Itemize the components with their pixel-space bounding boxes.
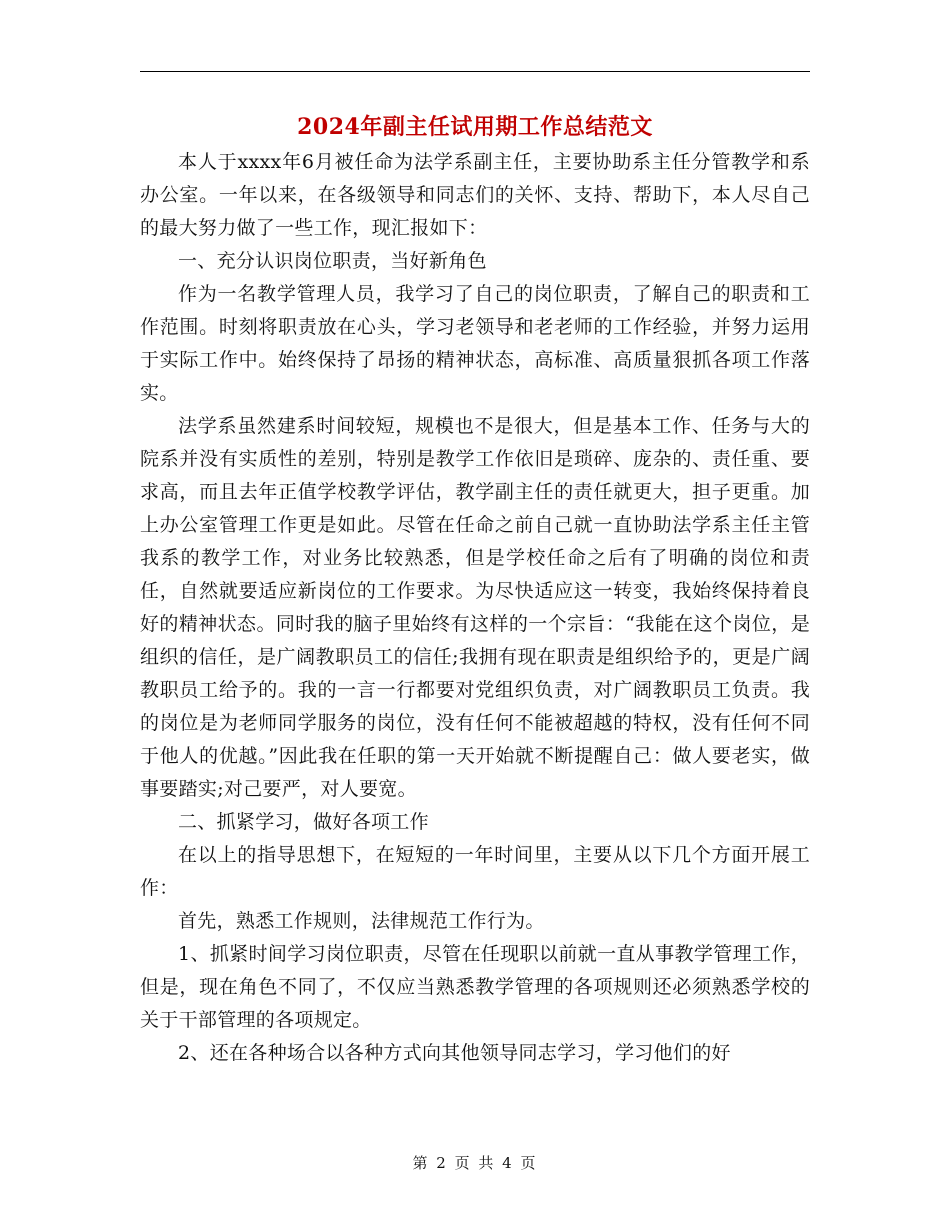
list-item-2: 2、还在各种场合以各种方式向其他领导同志学习，学习他们的好	[178, 1042, 731, 1064]
header-rule	[140, 71, 810, 72]
paragraph-guidance: 在以上的指导思想下，在短短的一年时间里，主要从以下几个方面开展工作：	[140, 844, 810, 899]
section-heading-1: 一、充分认识岗位职责，当好新角色	[178, 250, 487, 272]
paragraph-department: 法学系虽然建系时间较短，规模也不是很大，但是基本工作、任务与大的院系并没有实质性的差别，特别是教学工作依旧是琐碎、庞杂的、责任重、要求高，而且去年正值学校教学评估，教学副主任的责任就更大，担子更重。加上办公室管理工作更是如此。尽管在任命之前自己就一直协助法学系主任主管我系的教学工作，对业务比较熟悉，但是学校任命之后有了明确的岗位和责任，自然就要适应新岗位的工作要求。为尽快适应这一转变，我始终保持着良好的精神状态。同时我的脑子里始终有这样的一个宗旨：“我能在这个岗位，是组织的信任，是广阔教职员工的信任;我拥有现在职责是组织给予的，更是广阔教职员工给予的。我的一言一行都要对党组织负责，对广阔教职员工负责。我的岗位是为老师同学服务的岗位，没有任何不能被超越的特权，没有任何不同于他人的优越。”因此我在任职的第一天开始就不断提醒自己：做人要老实，做事要踏实;对己要严，对人要宽。	[140, 415, 810, 800]
section-heading-2: 二、抓紧学习，做好各项工作	[178, 811, 429, 833]
list-item-1: 1、抓紧时间学习岗位职责，尽管在任现职以前就一直从事教学管理工作，但是，现在角色不同了，不仅应当熟悉教学管理的各项规则还必须熟悉学校的关于干部管理的各项规定。	[140, 943, 810, 1031]
paragraph-first: 首先，熟悉工作规则，法律规范工作行为。	[178, 910, 545, 932]
paragraph-role: 作为一名教学管理人员，我学习了自己的岗位职责，了解自己的职责和工作范围。时刻将职责放在心头，学习老领导和老老师的工作经验，并努力运用于实际工作中。始终保持了昂扬的精神状态，高标准、高质量狠抓各项工作落实。	[140, 283, 810, 404]
document-title: 2024年副主任试用期工作总结范文	[297, 114, 653, 140]
paragraph-intro: 本人于xxxx年6月被任命为法学系副主任，主要协助系主任分管教学和系办公室。一年以来，在各级领导和同志们的关怀、支持、帮助下，本人尽自己的最大努力做了一些工作，现汇报如下：	[140, 151, 810, 239]
document-body	[140, 146, 810, 1070]
page-number: 第 2 页 共 4 页	[412, 1154, 538, 1172]
